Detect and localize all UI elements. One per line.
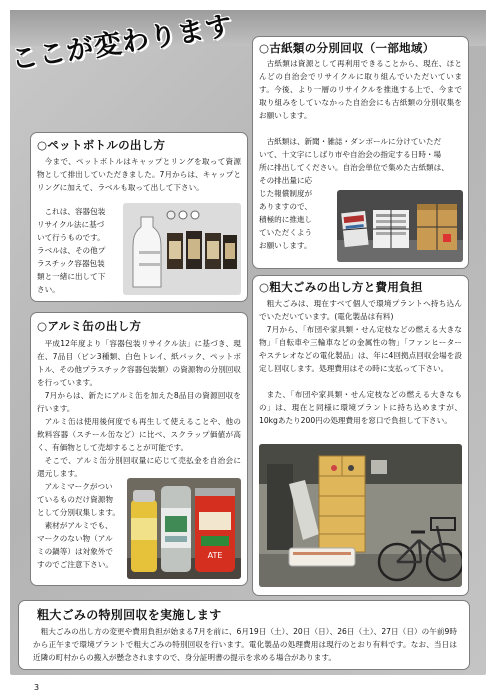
text-line: ミの鍋等）は対象外で xyxy=(37,547,113,556)
section-title: ○粗大ごみの出し方と費用負担 xyxy=(259,280,423,294)
text-line: お願いします。 xyxy=(259,241,312,250)
text-line: アルミマークがつい xyxy=(44,482,113,491)
text-line: 類と一緒に出して下 xyxy=(37,272,106,281)
bulky-items-photo xyxy=(259,444,462,587)
text-line: リサイクル法に基づ xyxy=(37,220,105,229)
paragraph-side xyxy=(37,480,127,571)
paragraph: 7月からは、新たにアルミ缶を加えた8品目の資源回収を行います。 xyxy=(37,391,241,413)
paragraph: 粗大ごみは、現在すべて個人で環境プラントへ持ち込んでいただいています。(電化製品は有料) xyxy=(259,299,462,321)
svg-text:ATE: ATE xyxy=(207,551,223,560)
paragraph: 平成12年度より「容器包装リサイクル法」に基づき、現在、7品目（ビン3種類、白色トレイ、紙パック、ペットボトル、その他プラスチック容器包装類）の資源物の分別回収を行っています。 xyxy=(37,339,241,387)
section-title: 粗大ごみの特別回収を実施します xyxy=(37,608,222,622)
text-line: 積極的に推進し xyxy=(259,215,313,224)
text-line: ているものだけ資源物 xyxy=(37,495,113,504)
paragraph: アルミ缶は使用後何度でも再生して使えることや、他の飲料容器（スチール缶など）に比べ、スクラップ価値が高く、有価物として売却することが可能です。 xyxy=(37,417,241,452)
paragraph-side xyxy=(37,205,119,296)
special-collection-section xyxy=(18,600,470,670)
text-line: いて、十文字にしばり市や自治会の指定する日時・場 xyxy=(259,150,442,159)
aluminum-can-section xyxy=(30,312,248,586)
text-line: 素材がアルミでも、 xyxy=(44,521,113,530)
text-line: じた報償制度が xyxy=(259,189,313,198)
text-line: マークのない物（アル xyxy=(37,534,113,543)
text-line: ていただくよう xyxy=(259,228,313,237)
text-line: その排出量に応 xyxy=(259,176,313,185)
page-number: 3 xyxy=(34,683,40,692)
text-line: これは、容器包装 xyxy=(44,207,106,216)
paragraph: また、「布団や家具類・せん定枝などの燃える大きなもの」は、現在と同様に環境プラントに持ち込めますが、10kgあたり200円の処理費用を窓口で負担して下さい。 xyxy=(259,390,462,425)
text-line: 古紙類は、新聞・雑誌・ダンボールに分けていただ xyxy=(266,137,442,146)
bundled-paper-photo xyxy=(337,190,463,262)
banner-heading: ここが変わります xyxy=(8,10,236,77)
section-title: ○アルミ缶の出し方 xyxy=(37,319,142,333)
text-line: ありますので、 xyxy=(259,202,313,211)
paragraph: そこで、アルミ缶分別回収量に応じて売払金を自治会に還元します。 xyxy=(37,456,241,478)
text-line: として分別収集します。 xyxy=(37,508,120,517)
text-line: ラベルは、その他プ xyxy=(37,246,106,255)
paragraph-lines xyxy=(259,135,462,174)
paragraph: 7月から、「布団や家具類・せん定枝などの燃える大きな物」「自転車や三輪車などの金属性の物」「ファンヒーターやステレオなどの電化製品」は、年に4回拠点回収会場を設定し回収します。処理費用はその時に支払って下さい。 xyxy=(259,325,462,373)
text-line: すのでご注意下さい。 xyxy=(37,560,113,569)
section-title: ○ペットボトルの出し方 xyxy=(37,138,166,152)
paragraph: 古紙類は資源として再利用できることから、現在、ほとんどの自治会でリサイクルに取り組んでいただいています。今後、より一層のリサイクルを推進する上で、今まで取り組みをしていなかった自治会にも古紙類の分別収集をお願いします。 xyxy=(259,59,462,120)
kraft-paper-section xyxy=(252,36,469,269)
section-title: ○古紙類の分別回収（一部地域） xyxy=(259,41,435,55)
paragraph: 今まで、ペットボトルはキャップとリングを取って資源物として排出していただきました。7月からは、キャップとリングに加えて、ラベルも取って出して下さい。 xyxy=(37,157,241,192)
text-line: さい。 xyxy=(37,285,60,294)
paragraph-side xyxy=(259,174,337,252)
text-line: いて行うものです。 xyxy=(37,233,105,242)
pet-bottle-section xyxy=(30,132,248,302)
bulky-trash-section xyxy=(252,275,469,596)
text-line: ラスチック容器包装 xyxy=(37,259,105,268)
text-line: 所に排出してください。自治会単位で集めた古紙類は、 xyxy=(259,163,449,172)
paragraph: 粗大ごみの出し方の変更や費用負担が始まる7月を前に、6月19日（土）、20日（日）、26日（土）、27日（日）の午前9時から正午まで環境プラントで粗大ごみの特別回収を行います。電化製品の処理費用は現行のとおり有料です。なお、当日は近隣の町村からの搬入が懸念されますので、身分証明書の提示を求める場合があります。 xyxy=(33,627,457,662)
aluminum-cans-photo xyxy=(127,478,241,579)
pet-bottle-photo xyxy=(123,203,241,295)
